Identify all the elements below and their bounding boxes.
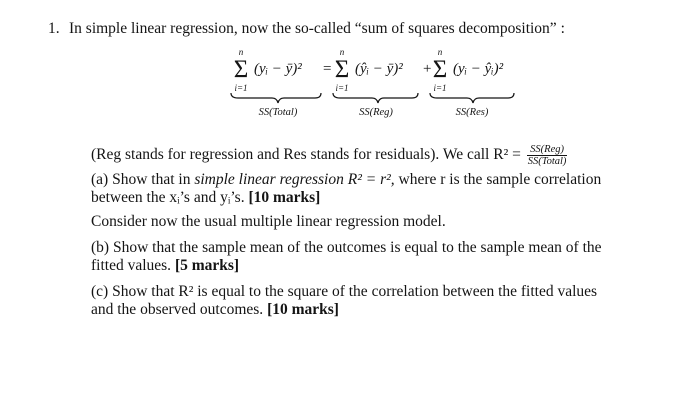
underbrace-reg xyxy=(333,93,418,103)
sum3-sigma: Σ xyxy=(432,56,448,83)
label-ss-res: SS(Res) xyxy=(455,107,489,118)
fraction-denominator: SS(Total) xyxy=(527,156,567,168)
reg-note xyxy=(91,144,567,167)
fraction-numerator: SS(Reg) xyxy=(527,144,568,156)
sum2-lower: i=1 xyxy=(335,83,349,93)
consider-line: Consider now the usual multiple linear regression model. xyxy=(91,213,446,230)
part-a-italic: simple linear regression xyxy=(194,171,344,188)
part-a-line2 xyxy=(91,190,320,206)
part-c-line2-text: and the observed outcomes. xyxy=(91,301,268,318)
part-a-line2-text: between the xᵢ’s and yᵢ’s. xyxy=(91,189,249,206)
label-ss-total: SS(Total) xyxy=(258,107,298,118)
equals-sign: = xyxy=(323,61,332,77)
part-a-math: R² = r², xyxy=(343,171,395,188)
label-ss-reg: SS(Reg) xyxy=(359,107,393,118)
r-squared-fraction xyxy=(527,144,568,167)
part-b-marks: [5 marks] xyxy=(174,257,240,274)
term-total: (yᵢ − ȳ)² xyxy=(254,61,302,77)
part-b-line1: (b) Show that the sample mean of the outcomes is equal to the sample mean of the xyxy=(91,239,602,256)
sum1-lower: i=1 xyxy=(234,83,248,93)
sum3-lower: i=1 xyxy=(433,83,447,93)
sum2-upper: n xyxy=(339,47,345,57)
part-a-rest: where r is the sample correlation xyxy=(394,171,602,188)
part-b-line2-text: fitted values. xyxy=(91,257,175,274)
part-a-prefix: (a) Show that in xyxy=(91,171,195,188)
part-c-line2 xyxy=(91,302,339,318)
underbrace-res xyxy=(430,93,514,103)
part-c-line1: (c) Show that R² is equal to the square of the correlation between the fitted values xyxy=(91,283,598,300)
question-intro: In simple linear regression, now the so-called “sum of squares decomposition” : xyxy=(69,20,565,37)
sum3-upper: n xyxy=(437,47,443,57)
term-reg: (ŷᵢ − ȳ)² xyxy=(355,61,403,77)
term-res: (yᵢ − ŷᵢ)² xyxy=(453,61,504,77)
part-b-line2 xyxy=(91,258,239,274)
plus-sign: + xyxy=(423,61,432,77)
sum1-upper: n xyxy=(238,47,244,57)
sum-of-squares-equation xyxy=(0,0,700,130)
sum1-sigma: Σ xyxy=(233,56,249,83)
question-number: 1. xyxy=(48,20,60,37)
part-a-marks: [10 marks] xyxy=(248,189,321,206)
sum2-sigma: Σ xyxy=(334,56,350,83)
part-c-marks: [10 marks] xyxy=(267,301,339,318)
part-a-line1 xyxy=(91,172,601,188)
reg-note-text: (Reg stands for regression and Res stands for residuals). We call R² = xyxy=(91,146,521,164)
underbrace-total xyxy=(231,93,321,103)
